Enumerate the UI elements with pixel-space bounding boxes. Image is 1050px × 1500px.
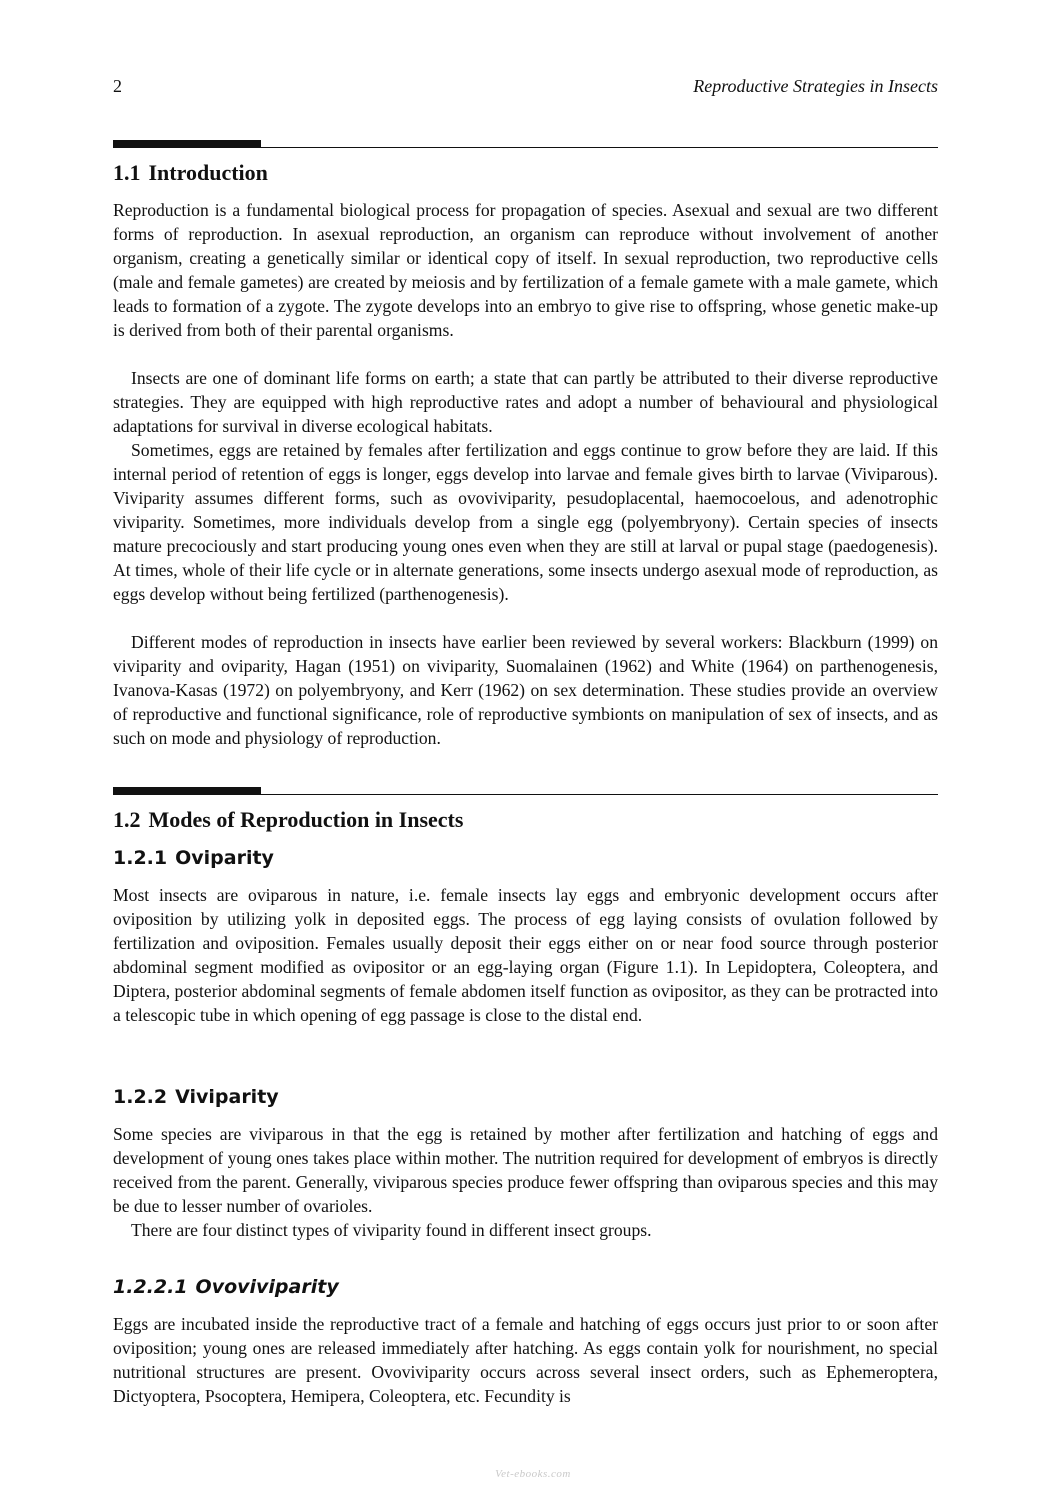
- subsection-heading-1-2-2: [113, 1085, 938, 1109]
- running-title: Reproductive Strategies in Insects: [693, 76, 938, 96]
- page-number: 2: [113, 76, 122, 96]
- subsubsection-number: 1.2.2.1: [113, 1276, 188, 1298]
- paragraph: Different modes of reproduction in insects have earlier been reviewed by several workers: Blackburn (1999) on viviparity and oviparity, Hagan (1951) on viviparity, Suomalainen (1962) and White (1964) on parthenogenesis, Ivanova-Kasas (1972) on polyembryony, and Kerr (1962) on sex determination. These studies provide an overview of reproductive and functional significance, role of reproductive symbionts on manipulation of sex of insects, and as such on mode and physiology of reproduction.: [113, 632, 938, 748]
- paragraph: Some species are viviparous in that the egg is retained by mother after fertilization and hatching of eggs and development of young ones takes place within mother. The nutrition required for development of embryos is directly received from the parent. Generally, viviparous species produce fewer offspring than oviparous species and this may be due to lesser number of ovarioles.: [113, 1124, 938, 1216]
- paragraph: Insects are one of dominant life forms on earth; a state that can partly be attributed to their diverse reproductive strategies. They are equipped with high reproductive rates and adopt a number of behavioural and physiological adaptations for survival in diverse ecological habitats.: [113, 368, 938, 436]
- subsubsection-heading-1-2-2-1: [113, 1275, 938, 1299]
- subsection-number: 1.2.2: [113, 1086, 168, 1108]
- watermark: Vet-ebooks.com: [495, 1468, 571, 1480]
- subsection-title: Oviparity: [175, 847, 274, 869]
- section-heading-1-2: [113, 806, 938, 834]
- subsection-number: 1.2.1: [113, 847, 168, 869]
- subsection-heading-1-2-1: [113, 846, 938, 870]
- section-rule: [113, 140, 938, 148]
- section-number: 1.1: [113, 160, 141, 185]
- paragraph: Sometimes, eggs are retained by females after fertilization and eggs continue to grow before they are laid. If this internal period of retention of eggs is longer, eggs develop into larvae and female gives birth to larvae (Viviparous). Viviparity assumes different forms, such as ovoviviparity, pesudoplacental, haemocoelous, and adenotrophic viviparity. Sometimes, more individuals develop from a single egg (polyembryony). Certain species of insects mature precociously and start producing young ones even when they are still at larval or pupal stage (paedogenesis). At times, whole of their life cycle or in alternate generations, some insects undergo asexual mode of reproduction, as eggs develop without being fertilized (parthenogenesis).: [113, 440, 938, 604]
- paragraph: Reproduction is a fundamental biological process for propagation of species. Asexual and sexual are two different forms of reproduction. In asexual reproduction, an organism can reproduce without involvement of another organism, creating a genetically similar or identical copy of itself. In sexual reproduction, two reproductive cells (male and female gametes) are created by meiosis and by fertilization of a female gamete with a male gamete, which leads to formation of a zygote. The zygote develops into an embryo to give rise to offspring, whose genetic make-up is derived from both of their parental organisms.: [113, 200, 938, 340]
- section-rule: [113, 787, 938, 795]
- paragraph: Most insects are oviparous in nature, i.e. female insects lay eggs and embryonic development occurs after oviposition by utilizing yolk in deposited eggs. The process of egg laying consists of ovulation followed by fertilization and oviposition. Females usually deposit their eggs either on or near food source through posterior abdominal segment modified as ovipositor or an egg-laying organ (Figure 1.1). In Lepidoptera, Coleoptera, and Diptera, posterior abdominal segments of female abdomen itself function as ovipositor, as they can be protracted into a telescopic tube in which opening of egg passage is close to the distal end.: [113, 885, 938, 1025]
- section-title: Introduction: [148, 160, 268, 185]
- section-rule-thick: [113, 787, 261, 795]
- section-heading-1-1: [113, 159, 938, 187]
- paragraph: Eggs are incubated inside the reproductive tract of a female and hatching of eggs occurs just prior to or soon after oviposition; young ones are released immediately after hatching. As eggs contain yolk for nourishment, no special nutritional structures are present. Ovoviviparity occurs across several insect orders, such as Ephemeroptera, Dictyoptera, Psocoptera, Hemipera, Coleoptera, etc. Fecundity is: [113, 1314, 938, 1406]
- subsubsection-title: Ovoviviparity: [195, 1276, 339, 1298]
- subsection-title: Viviparity: [175, 1086, 279, 1108]
- section-rule-thick: [113, 140, 261, 148]
- paragraph: There are four distinct types of viviparity found in different insect groups.: [131, 1220, 652, 1240]
- section-title: Modes of Reproduction in Insects: [148, 807, 464, 832]
- section-number: 1.2: [113, 807, 141, 832]
- running-head: [113, 76, 938, 100]
